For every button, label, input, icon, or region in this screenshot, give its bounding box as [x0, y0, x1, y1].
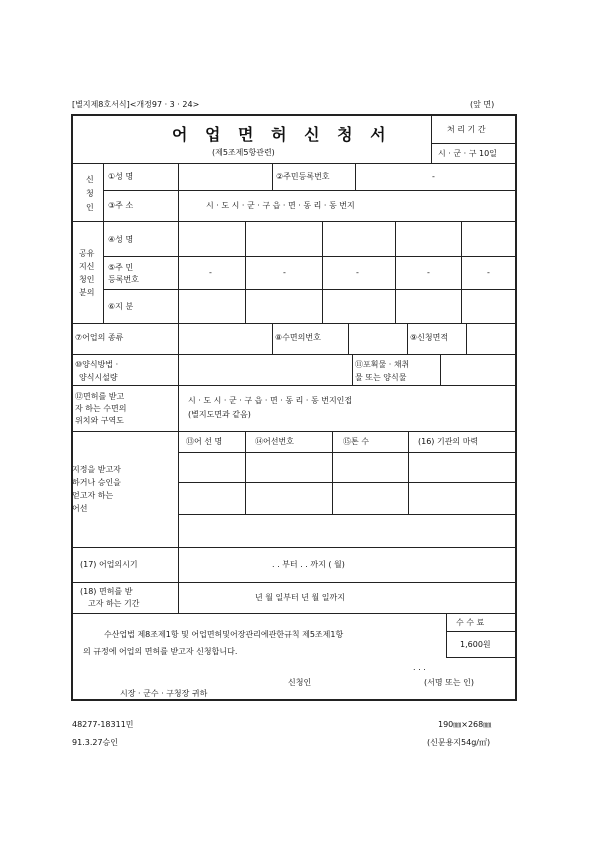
divider [72, 385, 516, 386]
culture-method-label: 양식시설량 [79, 373, 118, 382]
divider [178, 323, 179, 354]
divider [355, 163, 356, 191]
divider [72, 221, 516, 222]
applicant-group-label: 신 [86, 175, 94, 184]
applicant-id-dash: - [432, 172, 435, 181]
divider [461, 221, 462, 323]
water-number-label: ⑧수면의번호 [275, 333, 321, 342]
applicant-name-label: ①성 명 [108, 172, 134, 181]
divider [332, 431, 333, 514]
divider [446, 631, 516, 632]
signature-hint: (서명 또는 인) [424, 678, 474, 687]
applicant-address-label: ③주 소 [108, 201, 134, 210]
vessel-group-label: 어선 [72, 504, 88, 513]
co-applicant-id-dash: - [209, 268, 212, 277]
license-period-value: 년 월 일부터 년 월 일까지 [255, 593, 345, 602]
divider [178, 514, 516, 515]
application-statement: 수산업법 제8조제1항 및 어업면허및어장관리에관한규칙 제5조제1항 [104, 630, 344, 639]
vessel-horsepower-header: (16) 기관의 마력 [418, 437, 479, 446]
divider [245, 221, 246, 323]
fishery-start-value: . . 부터 . . 까지 ( 월) [272, 560, 345, 569]
form-title: 어 업 면 허 신 청 서 [172, 125, 392, 144]
divider [431, 115, 432, 163]
divider [178, 354, 179, 385]
divider [272, 163, 273, 191]
applicant-address-value: 시 · 도 시 · 군 · 구 읍 · 면 · 동 리 · 동 번지 [206, 201, 355, 210]
co-applicant-id-dash: - [427, 268, 430, 277]
vessel-group-label: 하거나 승인을 [72, 478, 121, 487]
divider [178, 385, 179, 431]
divider [103, 163, 104, 222]
divider [431, 143, 516, 144]
paper-spec: (신문용지54g/㎡) [427, 738, 491, 747]
vessel-tonnage-header: ⑮톤 수 [343, 437, 369, 446]
applicant-signature-label: 신청인 [288, 678, 312, 687]
applicant-group-label: 청 [86, 189, 94, 198]
divider [352, 354, 353, 385]
co-applicant-id-label: ⑤주 민 [108, 263, 134, 272]
divider [72, 431, 516, 432]
license-period-label: 고자 하는 기간 [88, 599, 140, 608]
catch-label: 물 또는 양식물 [355, 373, 407, 382]
co-applicant-group-label: 분의 [79, 288, 95, 297]
co-applicant-group-label: 지신 [79, 262, 95, 271]
divider [395, 221, 396, 323]
location-label: 자 하는 수면의 [75, 404, 127, 413]
form-number: [별지제8호서식]<개정97 · 3 · 24> [72, 100, 200, 109]
recipient: 시장 · 군수 · 구청장 귀하 [120, 689, 208, 698]
divider [178, 547, 179, 582]
location-value: (별지도면과 같음) [188, 410, 251, 419]
fee-label: 수 수 료 [456, 618, 485, 627]
divider [178, 431, 179, 547]
divider [72, 354, 516, 355]
divider [72, 582, 516, 583]
divider [408, 431, 409, 514]
co-applicant-id-dash: - [283, 268, 286, 277]
divider [103, 221, 104, 323]
vessel-number-header: ⑭어선번호 [255, 437, 294, 446]
co-applicant-id-dash: - [487, 268, 490, 277]
divider [446, 613, 447, 657]
table-border-top [71, 114, 517, 116]
application-area-label: ⑨신청면적 [410, 333, 449, 342]
divider [178, 582, 179, 613]
co-applicant-name-label: ④성 명 [108, 235, 134, 244]
fee-value: 1,600원 [460, 640, 491, 649]
approval-date: 91.3.27승인 [72, 738, 118, 747]
divider [103, 190, 516, 191]
divider [178, 452, 516, 453]
co-applicant-id-dash: - [356, 268, 359, 277]
paper-size: 190㎜×268㎜ [438, 720, 492, 729]
divider [466, 323, 467, 354]
applicant-id-label: ②주민등록번호 [276, 172, 330, 181]
form-subtitle: (제5조제5항관련) [212, 148, 275, 157]
divider [72, 613, 516, 614]
vessel-group-label: 얻고자 하는 [72, 491, 114, 500]
page-side-label: (앞 면) [470, 100, 495, 109]
divider [103, 289, 516, 290]
processing-period-value: 시 · 군 · 구 10일 [438, 149, 497, 158]
co-applicant-group-label: 공유 [79, 249, 95, 258]
vessel-group-label: 지정을 받고자 [72, 465, 121, 474]
location-label: 위치와 구역도 [75, 416, 124, 425]
culture-method-label: ⑩양식방법 · [75, 360, 119, 369]
divider [72, 163, 516, 164]
divider [272, 323, 273, 354]
co-applicant-share-label: ⑥지 분 [108, 302, 134, 311]
table-border-bottom [71, 699, 517, 701]
fishery-type-label: ⑦어업의 종류 [75, 333, 124, 342]
vessel-name-header: ⑬어 선 명 [186, 437, 223, 446]
divider [440, 354, 441, 385]
divider [245, 431, 246, 514]
location-label: ⑫면허를 받고 [75, 392, 125, 401]
divider [72, 547, 516, 548]
form-code: 48277-18311민 [72, 720, 134, 729]
divider [103, 256, 516, 257]
applicant-group-label: 인 [86, 203, 94, 212]
divider [446, 657, 516, 658]
catch-label: ⑪포획물 · 채취 [355, 360, 410, 369]
divider [407, 323, 408, 354]
application-date: . . . [413, 663, 426, 672]
application-statement: 의 규정에 어업의 면허를 받고자 신청합니다. [83, 647, 238, 656]
divider [322, 221, 323, 323]
divider [178, 482, 516, 483]
location-value: 시 · 도 시 · 군 · 구 읍 · 면 · 동 리 · 동 번지인접 [188, 396, 353, 405]
divider [178, 163, 179, 327]
license-period-label: (18) 면허를 받 [80, 587, 133, 596]
divider [348, 323, 349, 354]
fishery-start-label: (17) 어업의시기 [80, 560, 138, 569]
co-applicant-id-label: 등록번호 [108, 275, 139, 284]
processing-period-label: 처 리 기 간 [447, 125, 486, 134]
co-applicant-group-label: 청인 [79, 275, 95, 284]
divider [72, 323, 516, 324]
